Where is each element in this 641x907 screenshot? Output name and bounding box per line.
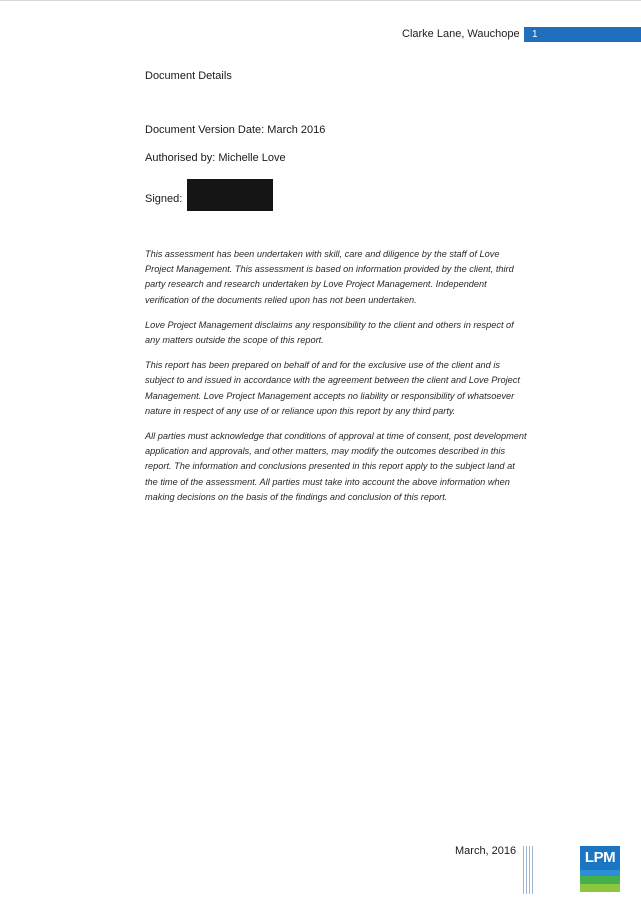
section-title: Document Details [145,70,232,82]
document-version-date: Document Version Date: March 2016 [145,124,326,136]
page-number-badge [524,27,641,42]
redacted-signature [187,179,273,211]
lpm-logo [580,846,620,892]
disclaimer-paragraph: All parties must acknowledge that conditions of approval at time of consent, post development application and approvals, and other matters, may modify the outcomes described in this report. The information and conclusions presented in this report apply to the subject land at the time of the assessment. All parties must take into account the above information when making decisions on the basis of the findings and conclusion of this report. [145,431,527,502]
authorised-by: Authorised by: Michelle Love [145,152,286,164]
footer-date: March, 2016 [455,845,517,857]
disclaimer-paragraph: This assessment has been undertaken with skill, care and diligence by the staff of Love Project Management. This assessment is based on information provided by the client, third party research and research undertaken by Love Project Management. Independent verification of the documents relied upon has not been undertaken. [145,249,514,305]
disclaimer-paragraph: Love Project Management disclaims any responsibility to the client and others in respect of any matters outside the scope of this report. [145,319,514,346]
page-number: 1 [532,29,538,40]
logo-text: LPM [580,846,620,870]
logo-stripe-green [580,876,620,884]
logo-stripe-lime [580,884,620,892]
footer-decoration-lines [523,846,533,894]
disclaimer-block [145,247,530,515]
signed-label: Signed: [145,193,183,205]
header-location: Clarke Lane, Wauchope [402,28,520,40]
header-rule [0,0,641,1]
disclaimer-paragraph: This report has been prepared on behalf of and for the exclusive use of the client and is subject to and issued in accordance with the agreement between the client and Love Project Management. Love Project Management accepts no liability or responsibility of whatsoever nature in respect of any use of or reliance upon this report by any third party. [145,360,520,416]
